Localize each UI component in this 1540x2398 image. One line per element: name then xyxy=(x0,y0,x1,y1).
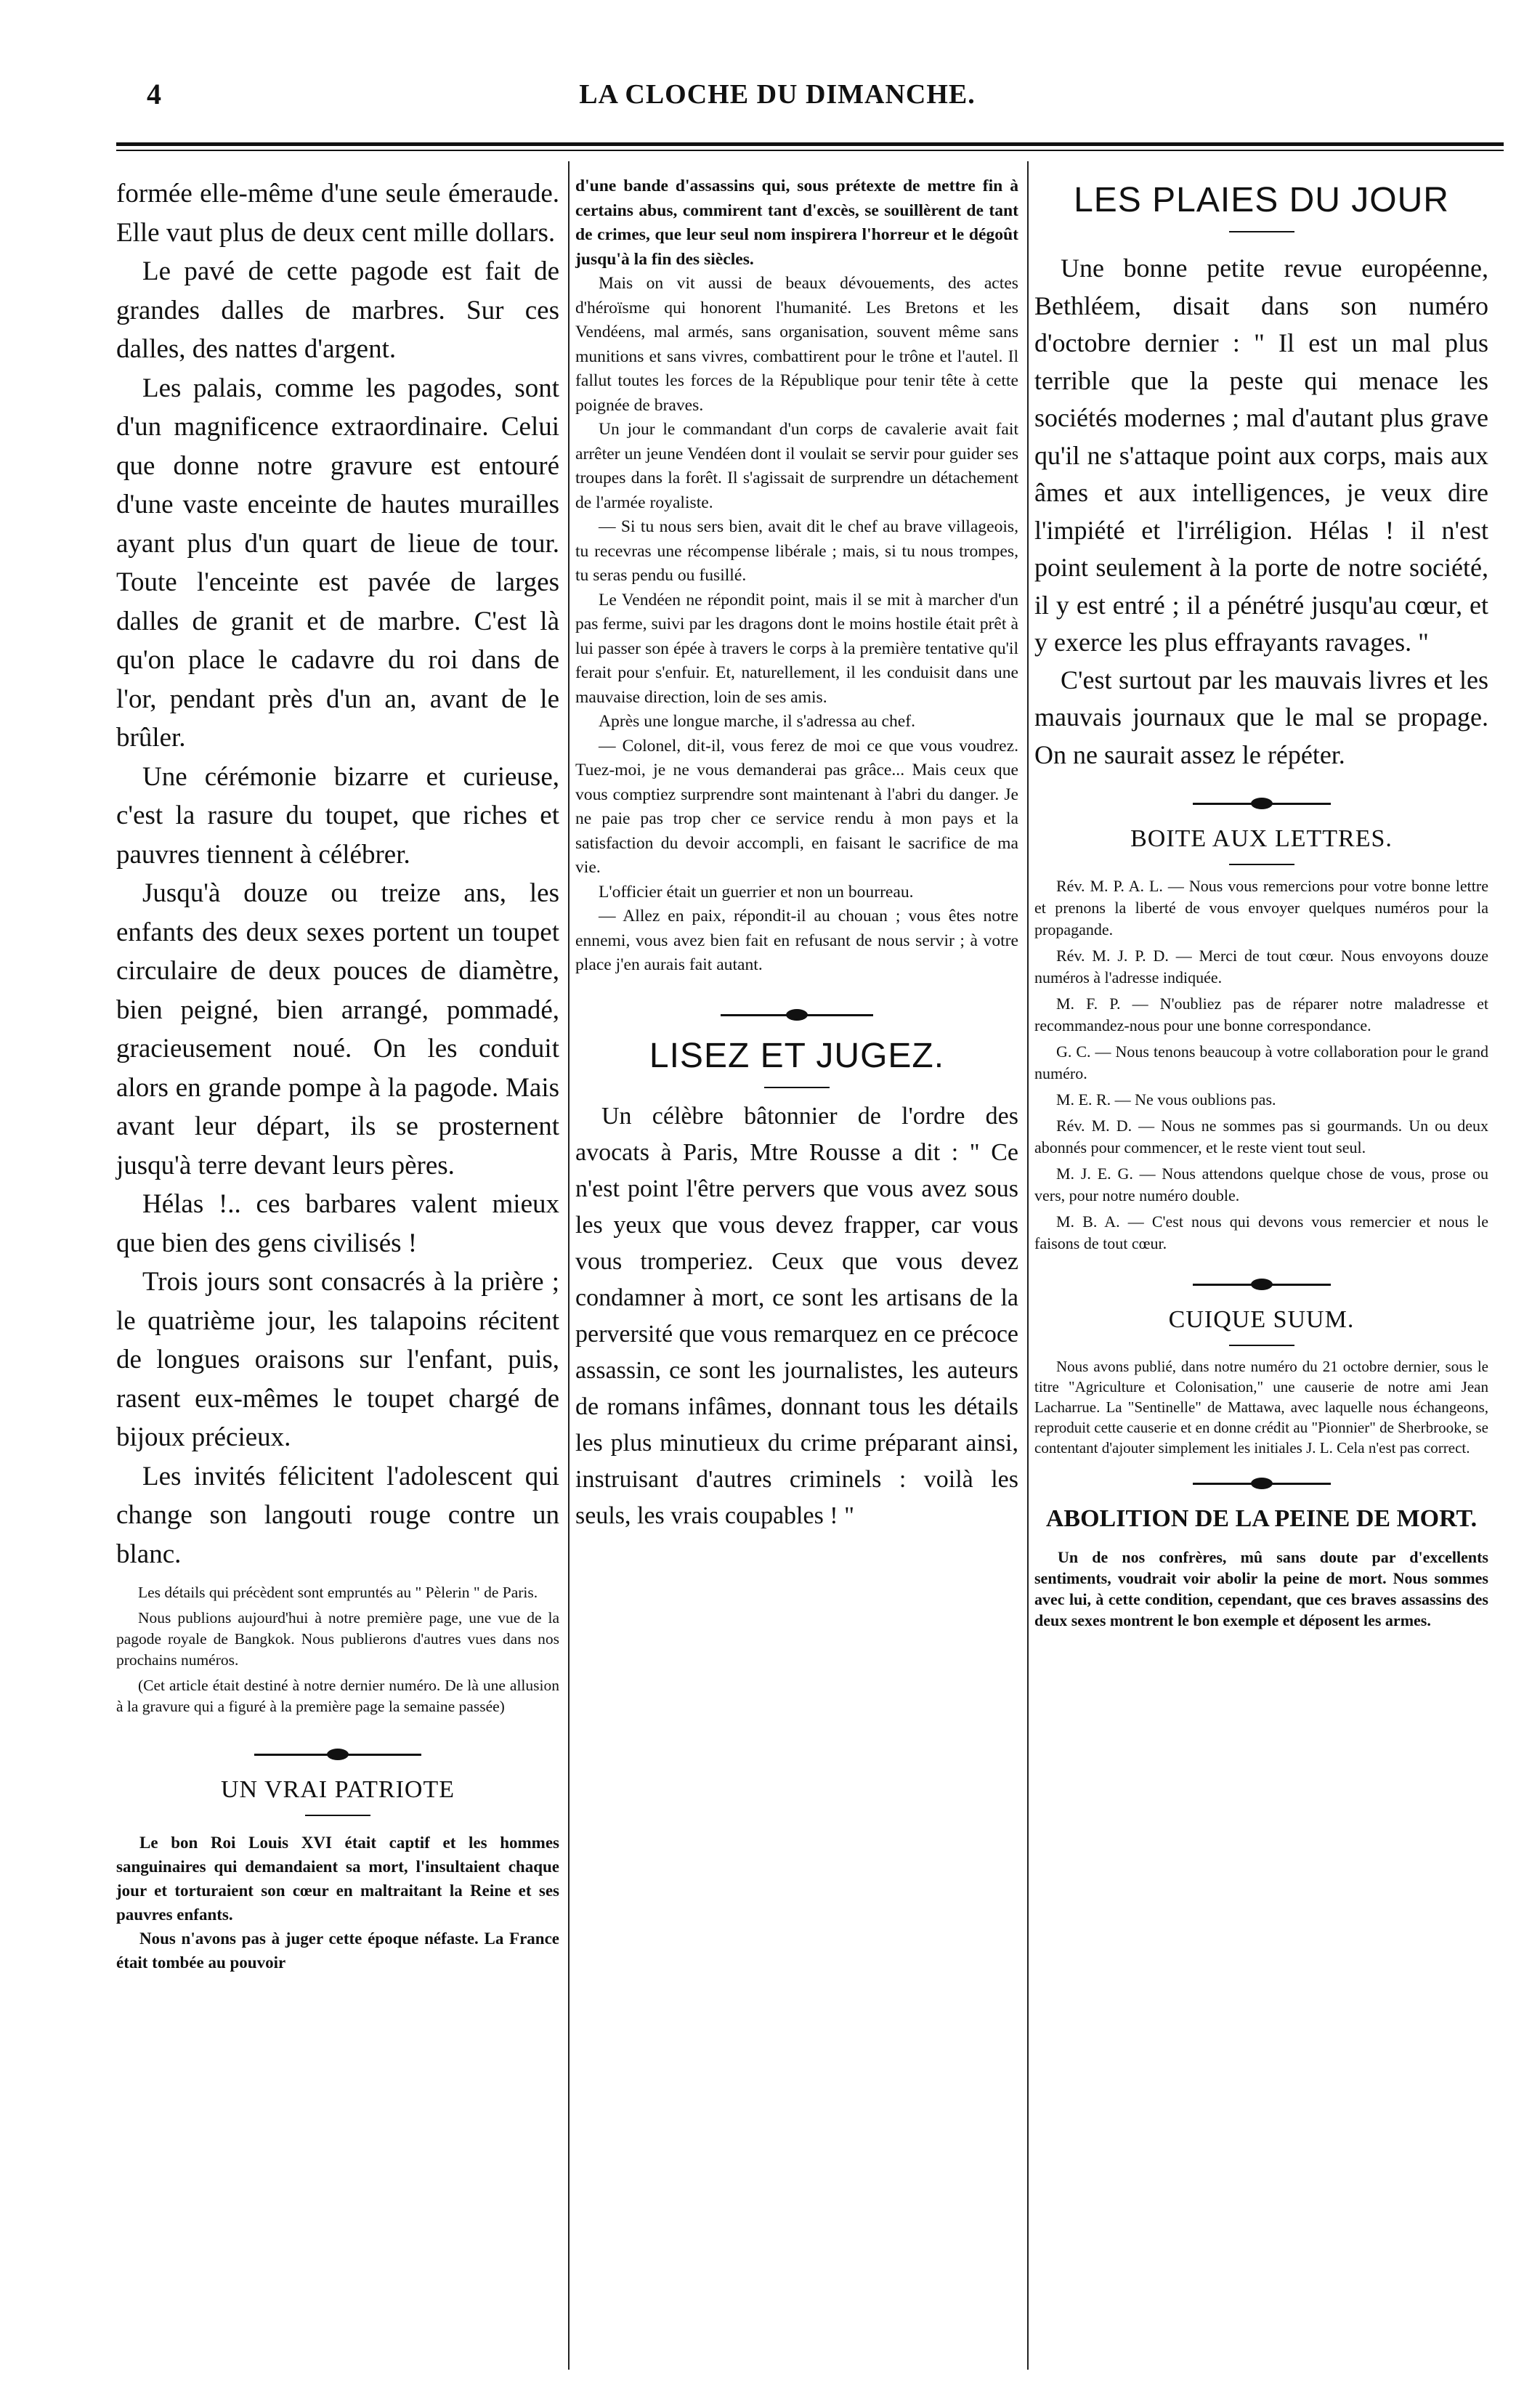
article-patriote-continued xyxy=(575,174,1018,978)
article-cuique xyxy=(1034,1356,1488,1458)
heading-rule xyxy=(1229,231,1294,232)
paragraph: Une cérémonie bizarre et curieuse, c'est la rasure du toupet, que riches et pauvres tiennent à célébrer. xyxy=(116,761,559,870)
article-bangkok xyxy=(116,174,559,1573)
column-divider-2 xyxy=(1027,161,1029,2370)
letter-item: Rév. M. J. P. D. — Merci de tout cœur. Nous envoyons douze numéros à l'adresse indiquée. xyxy=(1034,947,1488,987)
paragraph: Un de nos confrères, mû sans doute par d'excellents sentiments, voudrait voir abolir la peine de mort. Nous sommes avec lui, à cette condition, cependant, que ces braves assassins des deux sexes montrent le bon exemple et déposent les armes. xyxy=(1034,1548,1488,1629)
paragraph: — Si tu nous sers bien, avait dit le chef au brave villageois, tu recevras une récompense libérale ; mais, si tu nous trompes, tu seras pendu ou fusillé. xyxy=(575,517,1018,585)
letter-item: Rév. M. D. — Nous ne sommes pas si gourmands. Un ou deux abonnés pour commencer, et le reste vient tout seul. xyxy=(1034,1117,1488,1157)
paragraph: formée elle-même d'une seule émeraude. Elle vaut plus de deux cent mille dollars. xyxy=(116,179,559,248)
paragraph: — Colonel, dit-il, vous ferez de moi ce que vous voudrez. Tuez-moi, je ne vous demanderai pas grâce... Mais ceux que vous comptiez surprendre sont maintenant à l'abri du danger. Je ne paie pas trop cher ce service rendu à mon pays et la satisfaction du devoir accompli, en faisant le sacrifice de ma vie. xyxy=(575,736,1018,877)
running-title: LA CLOCHE DU DIMANCHE. xyxy=(579,79,976,110)
paragraph: Après une longue marche, il s'adressa au chef. xyxy=(599,712,915,731)
article-notes xyxy=(116,1582,559,1717)
note: Nous publions aujourd'hui à notre première page, une vue de la pagode royale de Bangkok. Nous publierons d'autres vues dans nos prochains numéros. xyxy=(116,1609,559,1669)
heading-abolition: ABOLITION DE LA PEINE DE MORT. xyxy=(1045,1505,1478,1532)
letter-item: G. C. — Nous tenons beaucoup à votre collaboration pour le grand numéro. xyxy=(1034,1042,1488,1082)
heading-boite-aux-lettres: BOITE AUX LETTRES. xyxy=(1130,825,1393,852)
paragraph: Un célèbre bâtonnier de l'ordre des avocats à Paris, Mtre Rousse a dit : " Ce n'est point l'être pervers que vous avez sous les yeux que vous devez frapper, car vous vous tromperiez. Ceux que vous devez condamner à mort, ce sont les artisans de la perversité que vous remarquez en ce précoce assassin, ce sont les journalistes, les auteurs de romans infâmes, donnant tous les détails les plus minutieux du crime préparant ainsi, instruisant d'autres criminels : voilà les seuls, les vrais coupables ! " xyxy=(575,1102,1018,1529)
paragraph: Une bonne petite revue européenne, Bethléem, disait dans son numéro d'octobre dernier : " Il est un mal plus terrible que la peste qui menace les sociétés modernes ; mal d'autant plus grave qu'il ne s'attaque point aux corps, mais aux âmes et aux intelligences, je veux dire l'impiété et l'irréligion. Hélas ! il n'est point seulement à la porte de notre société, il y est entré ; il a pénétré jusqu'au cœur, et y exerce les plus effrayants ravages. " xyxy=(1034,254,1488,657)
paragraph: Le Vendéen ne répondit point, mais il se mit à marcher d'un pas ferme, suivi par les dragons dont le moins hostile était prêt à lui passer son épée à travers le corps à la première tentative qu'il ferait pour s'enfuir. Et, naturellement, il les conduisit dans une mauvaise direction, loin de ses amis. xyxy=(575,590,1018,707)
paragraph: Un jour le commandant d'un corps de cavalerie avait fait arrêter un jeune Vendéen dont il voulait se servir pour guider ses troupes dans la forêt. Il s'agissait de surprendre un détachement de l'armée royaliste. xyxy=(575,420,1018,512)
heading-un-vrai-patriote: UN VRAI PATRIOTE xyxy=(220,1776,455,1803)
column-divider-1 xyxy=(568,161,570,2370)
ornament-divider xyxy=(721,1007,873,1024)
article-lisez xyxy=(575,1098,1018,1534)
paragraph: Mais on vit aussi de beaux dévouements, des actes d'héroïsme qui honorent l'humanité. Les Bretons et les Vendéens, mal armés, sans organisation, souvent même sans munitions et sans vivres, combattirent pour le trône et l'autel. Il fallut toutes les forces de la République pour tenir tête à cette poignée de braves. xyxy=(575,274,1018,415)
article-plaies xyxy=(1034,250,1488,774)
column-3 xyxy=(1034,174,1488,1631)
paragraph: C'est surtout par les mauvais livres et les mauvais journaux que le mal se propage. On ne saurait assez le répéter. xyxy=(1034,665,1488,769)
heading-rule xyxy=(764,1087,830,1088)
note: (Cet article était destiné à notre dernier numéro. De là une allusion à la gravure qui a figuré à la première page la semaine passée) xyxy=(116,1677,559,1715)
paragraph: Trois jours sont consacrés à la prière ; le quatrième jour, les talapoins récitent de longues oraisons sur l'enfant, puis, rasent eux-mêmes le toupet chargé de bijoux précieux. xyxy=(116,1267,559,1452)
column-2 xyxy=(575,174,1018,1534)
letter-item: Rév. M. P. A. L. — Nous vous remercions pour votre bonne lettre et prenons la liberté de vous envoyer quelques numéros pour la propagande. xyxy=(1034,877,1488,939)
heading-rule xyxy=(305,1815,370,1816)
paragraph: d'une bande d'assassins qui, sous prétexte de mettre fin à certains abus, commirent tant d'excès, se souillèrent de tant de crimes, que leur seul nom inspirera l'horreur et le dégoût jusqu'à la fin des siècles. xyxy=(575,177,1018,269)
paragraph: Hélas !.. ces barbares valent mieux que bien des gens civilisés ! xyxy=(116,1189,559,1258)
article-patriote xyxy=(116,1831,559,1974)
letter-item: M. J. E. G. — Nous attendons quelque chose de vous, prose ou vers, pour notre numéro double. xyxy=(1034,1164,1488,1204)
paragraph: Les palais, comme les pagodes, sont d'un magnificence extraordinaire. Celui que donne notre gravure est entouré d'une vaste enceinte de hautes murailles ayant plus d'un quart de lieue de tour. Toute l'enceinte est pavée de larges dalles de granit et de marbre. C'est là qu'on place le cadavre du roi dans de l'or, pendant près d'un an, avant de le brûler. xyxy=(116,373,559,753)
paragraph: Nous n'avons pas à juger cette époque néfaste. La France était tombée au pouvoir xyxy=(116,1929,559,1972)
ornament-divider xyxy=(1193,1475,1331,1493)
heading-les-plaies-du-jour: LES PLAIES DU JOUR xyxy=(1074,181,1449,219)
ornament-divider xyxy=(1193,795,1331,813)
header-rule-thin xyxy=(116,150,1504,151)
letters-list xyxy=(1034,875,1488,1255)
letter-item: M. B. A. — C'est nous qui devons vous remercier et nous le faisons de tout cœur. xyxy=(1034,1212,1488,1252)
heading-rule xyxy=(1229,1345,1294,1346)
letter-item: M. E. R. — Ne vous oublions pas. xyxy=(1056,1090,1276,1109)
ornament-divider xyxy=(1193,1276,1331,1294)
note: Les détails qui précèdent sont empruntés au " Pèlerin " de Paris. xyxy=(138,1584,538,1601)
paragraph: Nous avons publié, dans notre numéro du 21 octobre dernier, sous le titre "Agriculture et Colonisation," une causerie de notre ami Jean Lacharrue. La "Sentinelle" de Mattawa, avec laquelle nous échangeons, reproduit cette causerie et en donne crédit au "Pionnier" de Sherbrooke, se contentant d'ajouter simplement les initiales J. L. Cela n'est pas correct. xyxy=(1034,1358,1488,1457)
heading-cuique-suum: CUIQUE SUUM. xyxy=(1168,1306,1355,1333)
paragraph: Le bon Roi Louis XVI était captif et les hommes sanguinaires qui demandaient sa mort, l'insultaient chaque jour et torturaient son cœur en maltraitant la Reine et ses pauvres enfants. xyxy=(116,1834,559,1924)
letter-item: M. F. P. — N'oubliez pas de réparer notre maladresse et recommandez-nous pour une bonne correspondance. xyxy=(1034,995,1488,1034)
page-header xyxy=(109,70,1446,113)
heading-lisez-et-jugez: LISEZ ET JUGEZ. xyxy=(649,1036,945,1075)
paragraph: — Allez en paix, répondit-il au chouan ; vous êtes notre ennemi, vous avez bien fait en refusant de nous servir ; à votre place j'en aurais fait autant. xyxy=(575,907,1018,974)
header-rule xyxy=(116,142,1504,146)
page-number: 4 xyxy=(147,78,161,110)
paragraph: Jusqu'à douze ou treize ans, les enfants des deux sexes portent un toupet circulaire de deux pouces de diamètre, bien peigné, bien arrangé, pommadé, gracieusement noué. On les conduit alors en grande pompe à la pagode. Mais avant leur départ, ils se prosternent jusqu'à terre devant leurs pères. xyxy=(116,878,559,1180)
paragraph: L'officier était un guerrier et non un bourreau. xyxy=(599,882,914,902)
paragraph: Le pavé de cette pagode est fait de grandes dalles de marbres. Sur ces dalles, des nattes d'argent. xyxy=(116,256,559,364)
article-abolition xyxy=(1034,1547,1488,1631)
ornament-divider xyxy=(254,1746,421,1764)
heading-rule xyxy=(1229,864,1294,865)
paragraph: Les invités félicitent l'adolescent qui change son langouti rouge contre un blanc. xyxy=(116,1461,559,1569)
column-1 xyxy=(116,174,559,1974)
